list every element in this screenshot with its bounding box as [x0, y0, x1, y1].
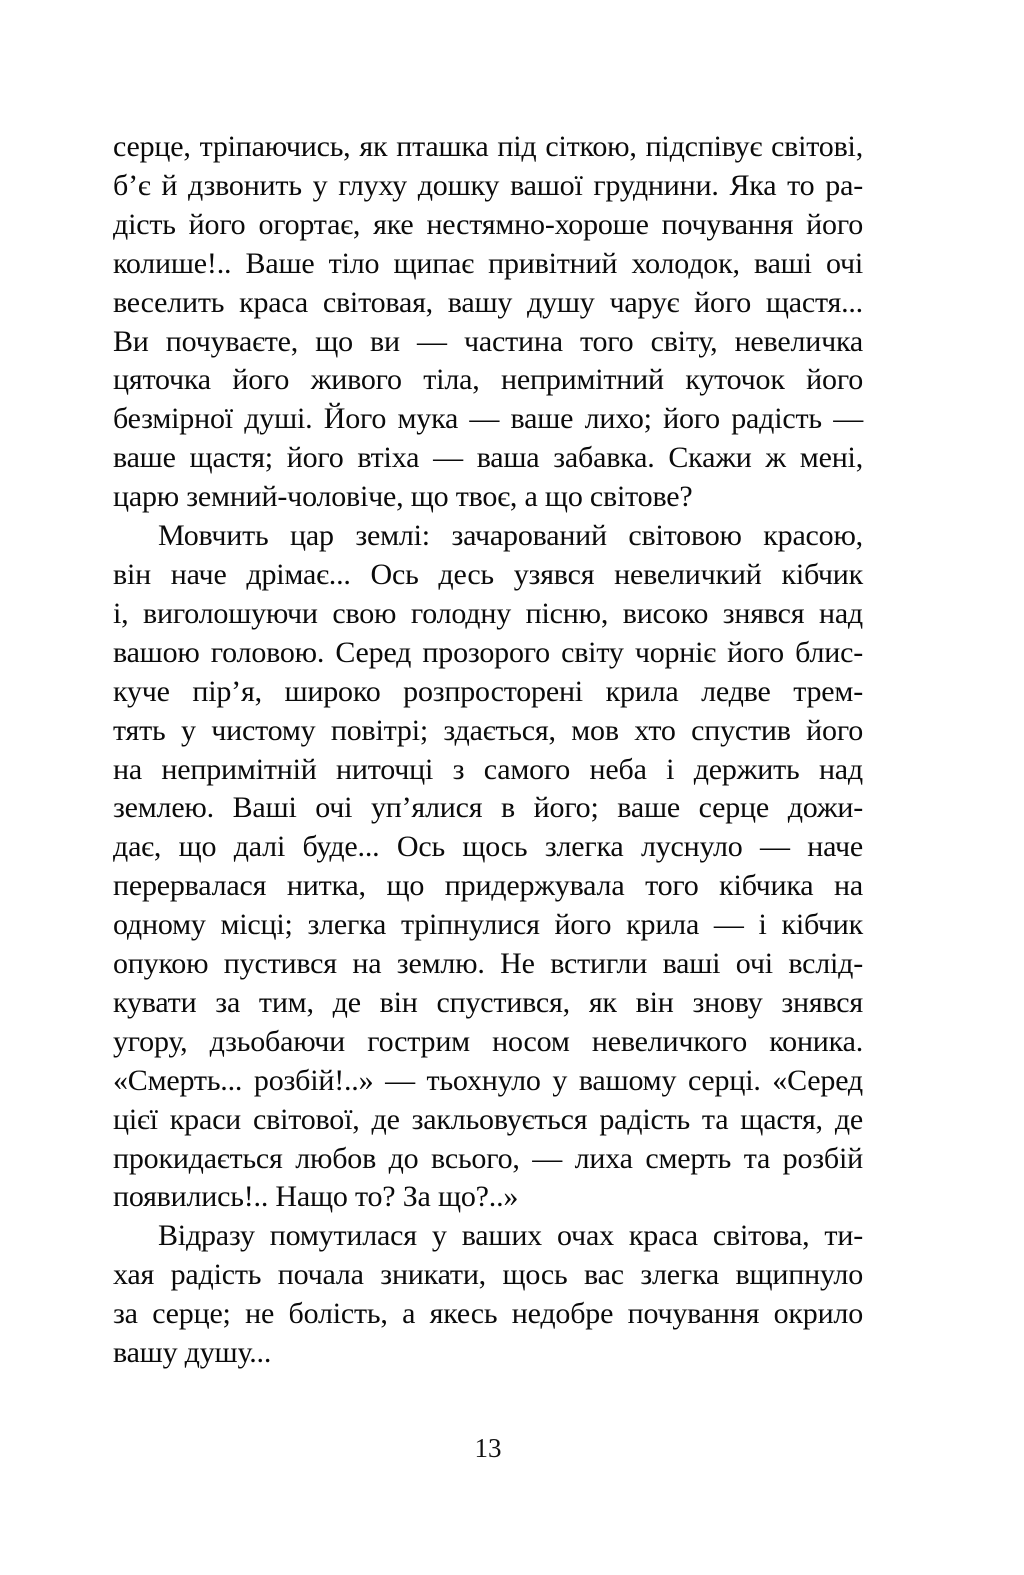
- text-line: вашою головою. Серед прозорого світу чорніє його блис-: [113, 635, 863, 669]
- text-line: веселить краса світовая, вашу душу чарує його щастя...: [113, 285, 863, 319]
- text-line: тять у чистому повітрі; здається, мов хто спустив його: [113, 713, 863, 747]
- text-line: б’є й дзвонить у глуху дошку вашої груднини. Яка то ра-: [113, 168, 863, 202]
- text-line: за серце; не болість, а якесь недобре почування окрило: [113, 1297, 863, 1331]
- text-line: куче пір’я, широко розпросторені крила ледве трем-: [113, 674, 863, 708]
- text-line: одному місці; злегка тріпнулися його крила — і кібчик: [113, 908, 863, 942]
- text-line: появились!.. Нащо то? За що?..»: [113, 1180, 519, 1214]
- text-line: цяточка його живого тіла, непримітний куточок його: [113, 363, 863, 397]
- text-line: дає, що далі буде... Ось щось злегка луснуло — наче: [113, 830, 863, 864]
- text-line: опукою пустився на землю. Не встигли ваші очі вслід-: [113, 947, 863, 981]
- text-line: землею. Ваші очі уп’ялися в його; ваше серце дожи-: [113, 791, 863, 825]
- text-line: і, виголошуючи свою голодну пісню, високо знявся над: [113, 596, 863, 630]
- text-line: він наче дрімає... Ось десь узявся невеличкий кібчик: [113, 557, 863, 591]
- text-line: колише!.. Ваше тіло щипає привітний холодок, ваші очі: [113, 246, 863, 280]
- text-line: вашу душу...: [113, 1336, 272, 1370]
- text-line: безмірної душі. Його мука — ваше лихо; його радість —: [113, 402, 863, 436]
- text-line: Ви почуваєте, що ви — частина того світу, невеличка: [113, 324, 863, 358]
- text-line: цієї краси світової, де закльовується радість та щастя, де: [113, 1102, 863, 1136]
- page-number: 13: [474, 1433, 502, 1463]
- text-line: царю земний-чоловіче, що твоє, а що світове?: [113, 480, 693, 514]
- text-line: ваше щастя; його втіха — ваша забавка. Скажи ж мені,: [113, 441, 863, 475]
- text-line: серце, тріпаючись, як пташка під сіткою, підспівує світові,: [113, 130, 863, 163]
- body-text: [113, 128, 863, 1373]
- text-line: Відразу помутилася у ваших очах краса світова, ти-: [158, 1219, 863, 1253]
- text-line: дість його огортає, яке нестямно-хороше почування його: [113, 207, 863, 241]
- text-line: «Смерть... розбій!..» — тьохнуло у вашому серці. «Серед: [113, 1063, 863, 1097]
- text-line: Мовчить цар землі: зачарований світовою красою,: [158, 519, 863, 553]
- text-line: угору, дзьобаючи гострим носом невеличкого коника.: [113, 1024, 863, 1058]
- text-line: перервалася нитка, що придержувала того кібчика на: [113, 869, 863, 903]
- text-line: прокидається любов до всього, — лиха смерть та розбій: [113, 1141, 863, 1175]
- text-line: кувати за тим, де він спустився, як він знову знявся: [113, 985, 863, 1019]
- text-line: хая радість почала зникати, щось вас злегка вщипнуло: [113, 1258, 863, 1292]
- text-line: на непримітній ниточці з самого неба і держить над: [113, 752, 863, 786]
